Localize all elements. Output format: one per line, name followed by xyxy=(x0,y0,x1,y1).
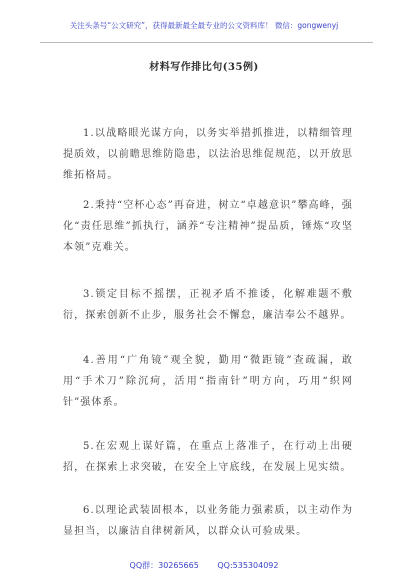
paragraph-item-2: 2.秉持“空杯心态”再奋进，树立“卓越意识”攀高峰，强化“责任思维”抓执行，涵养“专注精神”提品质，锤炼“攻坚本领”克难关。 xyxy=(63,200,353,253)
paragraph-item-3: 3.锁定目标不摇摆，正视矛盾不推诿，化解难题不敷衍，探索创新不止步，服务社会不懈怠，廉洁奉公不越界。 xyxy=(63,289,353,321)
footer-contact xyxy=(0,560,408,571)
paragraph-item-1: 1.以战略眼光谋方向，以务实举措抓推进，以精细管理提质效，以前瞻思维防隐患，以法治思维促规范，以开放思维拓格局。 xyxy=(63,128,353,181)
paragraph-item-4: 4.善用“广角镜”观全貌，勤用“微距镜”查疏漏，敢用“手术刀”除沉疴，活用“指南针”明方向，巧用“织网针”强体系。 xyxy=(63,355,353,408)
footer-qq-group: QQ群：30265665 xyxy=(129,561,199,570)
paragraph-item-5: 5.在宏观上谋好篇，在重点上落准子，在行动上出硬招，在探索上求突破，在安全上守底线，在发展上见实绩。 xyxy=(63,441,353,473)
footer-qq: QQ:535304092 xyxy=(217,561,279,570)
header-note: 关注头条号“公文研究”，获得最新最全最专业的公文资料库！ 微信：gongwenyj xyxy=(69,21,339,30)
document-title: 材料写作排比句(35例) xyxy=(149,62,259,73)
header-divider xyxy=(40,42,373,43)
paragraph-item-6: 6.以理论武装固根本，以业务能力强素质，以主动作为显担当，以廉洁自律树新风，以群众认可验成果。 xyxy=(63,505,353,537)
